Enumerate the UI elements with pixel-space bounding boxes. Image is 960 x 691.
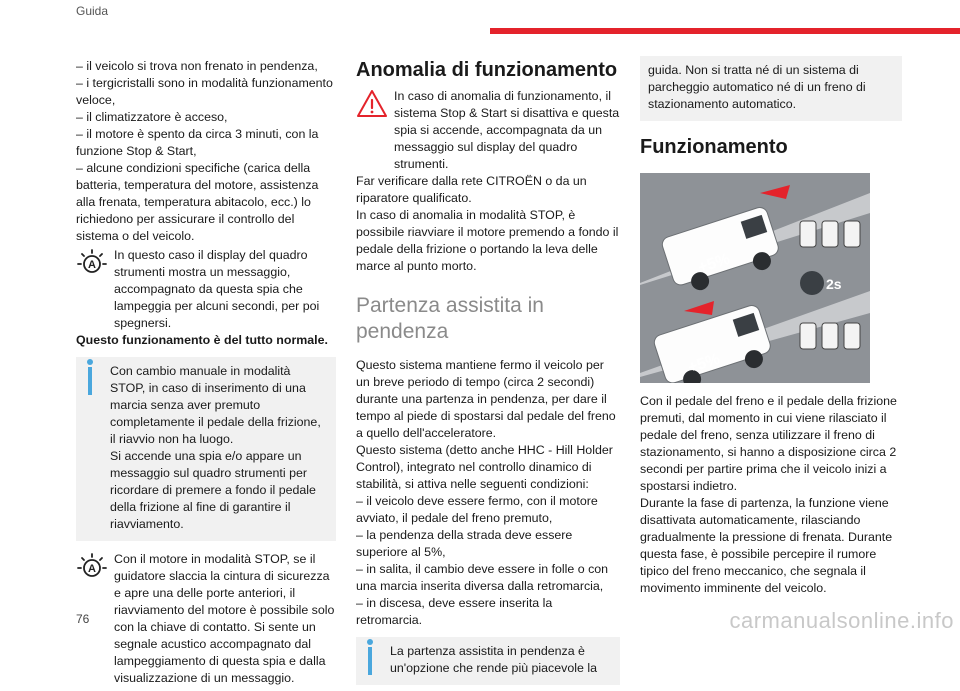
note-emphasis: Questo funzionamento è del tutto normale. xyxy=(76,333,328,347)
info-text: Si accende una spia e/o appare un messaggio sul quadro strumenti per ricordare di premere a fondo il pedale della frizione al fine di garantire il riavviamento. xyxy=(110,449,316,531)
info-box-hill-start xyxy=(356,637,620,685)
paragraph: Con il pedale del freno e il pedale della frizione premuti, dal momento in cui viene rilasciato il pedale del freno, senza utilizzare il freno di stazionamento, si hanno a disposizione circa 2 secondi per partire prima che il veicolo inizi a spostarsi indietro. xyxy=(640,394,897,493)
page-number: 76 xyxy=(76,612,90,626)
paragraph: Far verificare dalla rete CITROËN o da un riparatore qualificato. xyxy=(356,174,587,205)
list-item: – il veicolo deve essere fermo, con il motore avviato, il pedale del freno premuto, xyxy=(356,494,598,525)
stop-start-warning-icon xyxy=(76,551,108,583)
paragraph: Questo sistema (detto anche HHC - Hill Holder Control), integrato nel controllo dinamico di stabilità, si attiva nelle seguenti condizioni: xyxy=(356,443,613,491)
column-right xyxy=(640,56,902,597)
list-item: – alcune condizioni specifiche (carica della batteria, temperatura del motore, assistenza alla frenata, temperatura abitacolo, ecc.) lo richiedono per assicurare il controllo del sistema o del veicolo. xyxy=(76,161,319,243)
anomaly-warning-note xyxy=(356,88,620,173)
svg-text:A: A xyxy=(88,563,96,575)
section-title-operation: Funzionamento xyxy=(640,136,788,158)
header-accent-bar xyxy=(490,28,960,34)
svg-text:A: A xyxy=(88,259,96,271)
list-item: – il climatizzatore è acceso, xyxy=(76,110,228,124)
list-item: – i tergicristalli sono in modalità funzionamento veloce, xyxy=(76,76,333,107)
timer-icon xyxy=(800,271,824,295)
list-item: – il veicolo si trova non frenato in pendenza, xyxy=(76,59,318,73)
warning-text: In caso di anomalia di funzionamento, il sistema Stop & Start si disattiva e questa spia si accende, accompagnata da un messaggio sul display del quadro strumenti. xyxy=(394,89,620,171)
warning-triangle-icon xyxy=(356,88,388,120)
info-bar-icon xyxy=(368,647,372,675)
svg-text:+5%: +5% xyxy=(685,350,723,377)
info-box-continued xyxy=(640,56,902,121)
list-item: – in salita, il cambio deve essere in folle o con una marcia inserita diversa dalla retromarcia, xyxy=(356,562,609,593)
info-bar-icon xyxy=(88,367,92,395)
info-box-manual xyxy=(76,357,336,541)
section-title-hill-start: Partenza assistita in pendenza xyxy=(356,294,544,343)
svg-text:2s: 2s xyxy=(826,276,842,292)
van-on-slope-diagram xyxy=(640,173,870,383)
list-item: – il motore è spento da circa 3 minuti, con la funzione Stop & Start, xyxy=(76,127,319,158)
info-text: guida. Non si tratta né di un sistema di parcheggio automatico né di un freno di stazionamento automatico. xyxy=(648,63,866,111)
stop-start-warning-icon xyxy=(76,247,108,279)
stop-start-note xyxy=(76,247,336,332)
note-text: In questo caso il display del quadro strumenti mostra un messaggio, accompagnato da questa spia che lampeggia per alcuni secondi, per poi spegnersi. xyxy=(114,248,320,330)
info-text: Con cambio manuale in modalità STOP, in caso di inserimento di una marcia senza aver premuto completamente il pedale della frizione, il riavvio non ha luogo. xyxy=(110,364,321,446)
note-text: Con il motore in modalità STOP, se il guidatore slaccia la cintura di sicurezza e apre una delle porte anteriori, il riavviamento del motore è possibile solo con la chiave di contatto. Si sente un segnale acustico accompagnato dal lampeggiamento di questa spia e dalla visualizzazione di un messaggio. xyxy=(114,552,335,685)
info-text: La partenza assistita in pendenza è un'opzione che rende più piacevole la xyxy=(390,644,597,675)
paragraph: In caso di anomalia in modalità STOP, è possibile riavviare il motore premendo a fondo il pedale della frizione o portando la leva delle marce al punto morto. xyxy=(356,208,619,273)
column-left xyxy=(76,58,336,687)
paragraph: Questo sistema mantiene fermo il veicolo per un breve periodo di tempo (circa 2 secondi) durante una partenza in pendenza, per dare il tempo al piede di spostarsi dal pedale del freno a quello dell'acceleratore. xyxy=(356,358,616,440)
info-dot-icon xyxy=(87,359,93,365)
list-item: – la pendenza della strada deve essere superiore al 5%, xyxy=(356,528,573,559)
watermark: carmanualsonline.info xyxy=(729,608,954,633)
hill-start-illustration xyxy=(640,173,870,383)
section-title-anomaly: Anomalia di funzionamento xyxy=(356,59,618,81)
column-middle xyxy=(356,58,620,691)
list-item: – in discesa, deve essere inserita la retromarcia. xyxy=(356,596,553,627)
svg-text:+5%: +5% xyxy=(695,250,733,277)
paragraph: Durante la fase di partenza, la funzione viene disattivata automaticamente, rilasciando gradualmente la pressione di frenata. Durante questa fase, è possibile percepire il rumore tipico del freno meccanico, che segnala il movimento imminente del veicolo. xyxy=(640,496,893,595)
seatbelt-note xyxy=(76,551,336,687)
section-header: Guida xyxy=(76,4,109,18)
